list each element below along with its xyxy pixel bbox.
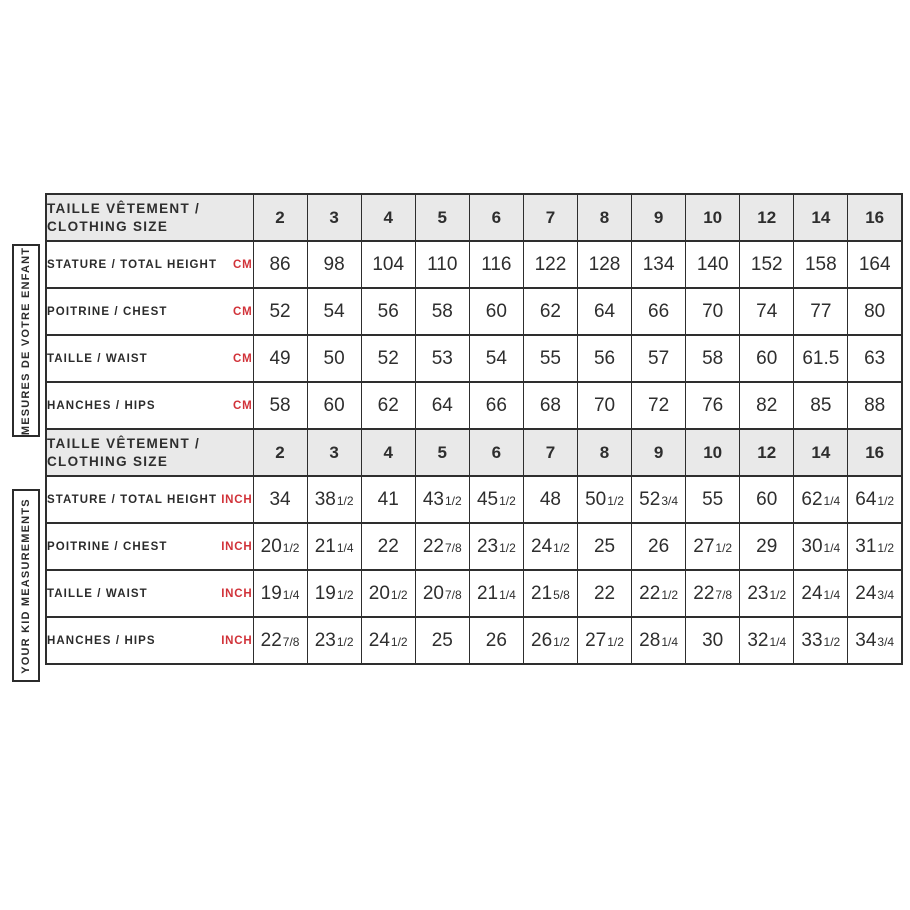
- size-header-cell: 14: [794, 194, 848, 241]
- measurement-value-cell: 231/2: [740, 570, 794, 617]
- measurement-label-cell: [46, 241, 253, 288]
- size-header-row-cm: [46, 194, 902, 241]
- measurement-label-cell: [46, 476, 253, 523]
- fraction-part: 1/2: [769, 587, 787, 602]
- measurement-label: STATURE / TOTAL HEIGHT: [47, 493, 218, 506]
- measurement-value-cell: 88: [848, 382, 902, 429]
- fraction-part: 1/4: [823, 540, 841, 555]
- measurement-value-cell: 56: [361, 288, 415, 335]
- measurement-value-cell: 116: [469, 241, 523, 288]
- measurement-value-cell: 63: [848, 335, 902, 382]
- measurement-value-cell: 54: [307, 288, 361, 335]
- measurement-value-cell: 53: [415, 335, 469, 382]
- fraction-part: 3/4: [661, 493, 678, 508]
- measurement-value-cell: 201/2: [253, 523, 307, 570]
- fraction-part: 1/2: [336, 634, 354, 649]
- measurement-value-cell: 60: [307, 382, 361, 429]
- measurement-value-cell: 221/2: [632, 570, 686, 617]
- measurement-value-cell: 77: [794, 288, 848, 335]
- unit-label: CM: [233, 352, 253, 365]
- measurement-value-cell: 241/2: [361, 617, 415, 664]
- measurement-value-cell: 641/2: [848, 476, 902, 523]
- size-header-cell: 12: [740, 429, 794, 476]
- measurement-value-cell: 55: [523, 335, 577, 382]
- measurement-value-cell: 68: [523, 382, 577, 429]
- measurement-value-cell: 523/4: [632, 476, 686, 523]
- measurement-value-cell: 122: [523, 241, 577, 288]
- measurement-value-cell: 57: [632, 335, 686, 382]
- measurement-value-cell: 431/2: [415, 476, 469, 523]
- measurement-value-cell: 86: [253, 241, 307, 288]
- measurement-label-cell: [46, 570, 253, 617]
- size-header-cell: 8: [577, 194, 631, 241]
- fraction-part: 1/4: [282, 587, 300, 602]
- measurement-value-cell: 64: [577, 288, 631, 335]
- fraction-part: 7/8: [282, 634, 300, 649]
- measurement-value-cell: 215/8: [523, 570, 577, 617]
- size-header-cell: 7: [523, 429, 577, 476]
- fraction-part: 1/4: [823, 493, 841, 508]
- size-header-title: [46, 194, 253, 241]
- measurement-value-cell: 621/4: [794, 476, 848, 523]
- fraction-part: 1/2: [336, 493, 354, 508]
- measurement-value-cell: 49: [253, 335, 307, 382]
- size-header-cell: 16: [848, 194, 902, 241]
- measurement-value-cell: 311/2: [848, 523, 902, 570]
- measurement-value-cell: 72: [632, 382, 686, 429]
- measurement-value-cell: 58: [686, 335, 740, 382]
- measurement-label: TAILLE / WAIST: [47, 352, 148, 365]
- measurement-value-cell: 211/4: [469, 570, 523, 617]
- fraction-part: 1/2: [390, 587, 408, 602]
- measurement-value-cell: 152: [740, 241, 794, 288]
- measurement-value-cell: 501/2: [577, 476, 631, 523]
- measurement-row-cm: [46, 241, 902, 288]
- measurement-value-cell: 29: [740, 523, 794, 570]
- size-header-cell: 4: [361, 194, 415, 241]
- measurement-value-cell: 48: [523, 476, 577, 523]
- size-header-title-line2: CLOTHING SIZE: [47, 218, 169, 234]
- measurement-label: POITRINE / CHEST: [47, 305, 168, 318]
- measurement-value-cell: 231/2: [307, 617, 361, 664]
- size-header-cell: 14: [794, 429, 848, 476]
- side-label-inch-section: [12, 489, 40, 682]
- fraction-part: 5/8: [553, 587, 570, 602]
- measurement-value-cell: 26: [469, 617, 523, 664]
- size-header-cell: 9: [632, 429, 686, 476]
- measurement-value-cell: 26: [632, 523, 686, 570]
- measurement-value-cell: 22: [361, 523, 415, 570]
- unit-label: CM: [233, 305, 253, 318]
- measurement-value-cell: 56: [577, 335, 631, 382]
- measurement-value-cell: 52: [253, 288, 307, 335]
- size-header-row-inch: [46, 429, 902, 476]
- measurement-value-cell: 271/2: [686, 523, 740, 570]
- measurement-value-cell: 207/8: [415, 570, 469, 617]
- unit-label: INCH: [221, 540, 253, 553]
- size-header-cell: 9: [632, 194, 686, 241]
- measurement-value-cell: 331/2: [794, 617, 848, 664]
- size-header-title-line1: TAILLE VÊTEMENT /: [47, 200, 201, 216]
- fraction-part: 1/2: [553, 540, 570, 555]
- fraction-part: 3/4: [877, 634, 895, 649]
- fraction-part: 7/8: [445, 587, 462, 602]
- side-label-inch-text: YOUR KID MEASUREMENTS: [20, 497, 33, 674]
- size-header-title-line1: TAILLE VÊTEMENT /: [47, 435, 201, 451]
- measurement-value-cell: 164: [848, 241, 902, 288]
- measurement-value-cell: 140: [686, 241, 740, 288]
- measurement-value-cell: 50: [307, 335, 361, 382]
- measurement-row-inch: [46, 617, 902, 664]
- measurement-value-cell: 227/8: [253, 617, 307, 664]
- size-header-cell: 5: [415, 194, 469, 241]
- measurement-value-cell: 70: [577, 382, 631, 429]
- fraction-part: 1/2: [607, 634, 624, 649]
- measurement-row-cm: [46, 335, 902, 382]
- measurement-value-cell: 58: [415, 288, 469, 335]
- side-label-cm-text: MESURES DE VOTRE ENFANT: [20, 246, 32, 435]
- measurement-value-cell: 343/4: [848, 617, 902, 664]
- measurement-value-cell: 25: [577, 523, 631, 570]
- fraction-part: 1/4: [336, 540, 354, 555]
- measurement-value-cell: 85: [794, 382, 848, 429]
- measurement-value-cell: 128: [577, 241, 631, 288]
- fraction-part: 1/2: [661, 587, 678, 602]
- unit-label: CM: [233, 258, 253, 271]
- measurement-value-cell: 301/4: [794, 523, 848, 570]
- measurement-value-cell: 64: [415, 382, 469, 429]
- size-header-cell: 6: [469, 194, 523, 241]
- measurement-label-cell: [46, 335, 253, 382]
- measurement-value-cell: 243/4: [848, 570, 902, 617]
- size-header-cell: 10: [686, 429, 740, 476]
- unit-label: INCH: [221, 493, 253, 506]
- size-header-cell: 3: [307, 194, 361, 241]
- measurement-label: POITRINE / CHEST: [47, 540, 168, 553]
- fraction-part: 1/2: [499, 540, 516, 555]
- measurement-value-cell: 80: [848, 288, 902, 335]
- measurement-value-cell: 191/4: [253, 570, 307, 617]
- size-header-cell: 8: [577, 429, 631, 476]
- measurement-value-cell: 70: [686, 288, 740, 335]
- fraction-part: 1/2: [499, 493, 516, 508]
- measurement-value-cell: 271/2: [577, 617, 631, 664]
- measurement-value-cell: 30: [686, 617, 740, 664]
- measurement-value-cell: 241/2: [523, 523, 577, 570]
- measurement-label-cell: [46, 523, 253, 570]
- measurement-value-cell: 41: [361, 476, 415, 523]
- measurement-value-cell: 62: [361, 382, 415, 429]
- measurement-row-inch: [46, 523, 902, 570]
- fraction-part: 1/2: [336, 587, 354, 602]
- fraction-part: 7/8: [445, 540, 462, 555]
- size-header-cell: 5: [415, 429, 469, 476]
- measurement-value-cell: 66: [469, 382, 523, 429]
- measurement-value-cell: 55: [686, 476, 740, 523]
- size-header-cell: 4: [361, 429, 415, 476]
- measurement-value-cell: 52: [361, 335, 415, 382]
- measurement-value-cell: 62: [523, 288, 577, 335]
- measurement-value-cell: 381/2: [307, 476, 361, 523]
- measurement-row-cm: [46, 288, 902, 335]
- measurement-value-cell: 211/4: [307, 523, 361, 570]
- fraction-part: 1/2: [823, 634, 841, 649]
- size-header-cell: 16: [848, 429, 902, 476]
- measurement-row-inch: [46, 570, 902, 617]
- size-header-cell: 2: [253, 429, 307, 476]
- measurement-value-cell: 201/2: [361, 570, 415, 617]
- fraction-part: 1/2: [445, 493, 462, 508]
- measurement-label: HANCHES / HIPS: [47, 634, 156, 647]
- fraction-part: 1/2: [282, 540, 300, 555]
- size-header-title-line2: CLOTHING SIZE: [47, 453, 169, 469]
- fraction-part: 1/2: [390, 634, 408, 649]
- measurement-value-cell: 22: [577, 570, 631, 617]
- size-header-cell: 7: [523, 194, 577, 241]
- unit-label: CM: [233, 399, 253, 412]
- measurement-value-cell: 191/2: [307, 570, 361, 617]
- measurement-value-cell: 60: [469, 288, 523, 335]
- measurement-value-cell: 60: [740, 335, 794, 382]
- measurement-label-cell: [46, 382, 253, 429]
- measurement-value-cell: 158: [794, 241, 848, 288]
- fraction-part: 1/2: [877, 493, 895, 508]
- size-header-cell: 2: [253, 194, 307, 241]
- measurement-value-cell: 110: [415, 241, 469, 288]
- fraction-part: 1/2: [607, 493, 624, 508]
- measurement-value-cell: 451/2: [469, 476, 523, 523]
- measurement-row-cm: [46, 382, 902, 429]
- unit-label: INCH: [221, 634, 253, 647]
- size-header-title: [46, 429, 253, 476]
- side-label-cm-section: [12, 244, 40, 437]
- measurement-label-cell: [46, 288, 253, 335]
- measurement-value-cell: 227/8: [686, 570, 740, 617]
- measurement-label: STATURE / TOTAL HEIGHT: [47, 258, 218, 271]
- size-chart-table: [45, 193, 903, 665]
- size-header-cell: 12: [740, 194, 794, 241]
- size-header-cell: 6: [469, 429, 523, 476]
- fraction-part: 1/4: [661, 634, 678, 649]
- fraction-part: 1/2: [877, 540, 895, 555]
- fraction-part: 7/8: [715, 587, 733, 602]
- fraction-part: 1/4: [499, 587, 516, 602]
- measurement-value-cell: 98: [307, 241, 361, 288]
- measurement-value-cell: 321/4: [740, 617, 794, 664]
- measurement-label: TAILLE / WAIST: [47, 587, 148, 600]
- fraction-part: 1/2: [553, 634, 570, 649]
- measurement-value-cell: 261/2: [523, 617, 577, 664]
- measurement-value-cell: 66: [632, 288, 686, 335]
- fraction-part: 3/4: [877, 587, 895, 602]
- measurement-value-cell: 231/2: [469, 523, 523, 570]
- measurement-value-cell: 134: [632, 241, 686, 288]
- unit-label: INCH: [221, 587, 253, 600]
- measurement-value-cell: 74: [740, 288, 794, 335]
- fraction-part: 1/4: [769, 634, 787, 649]
- measurement-value-cell: 61.5: [794, 335, 848, 382]
- measurement-value-cell: 104: [361, 241, 415, 288]
- measurement-value-cell: 34: [253, 476, 307, 523]
- measurement-value-cell: 58: [253, 382, 307, 429]
- measurement-value-cell: 25: [415, 617, 469, 664]
- measurement-value-cell: 60: [740, 476, 794, 523]
- measurement-label: HANCHES / HIPS: [47, 399, 156, 412]
- size-header-cell: 10: [686, 194, 740, 241]
- measurement-value-cell: 241/4: [794, 570, 848, 617]
- fraction-part: 1/4: [823, 587, 841, 602]
- measurement-value-cell: 54: [469, 335, 523, 382]
- measurement-value-cell: 76: [686, 382, 740, 429]
- measurement-label-cell: [46, 617, 253, 664]
- size-header-cell: 3: [307, 429, 361, 476]
- measurement-value-cell: 82: [740, 382, 794, 429]
- measurement-row-inch: [46, 476, 902, 523]
- measurement-value-cell: 227/8: [415, 523, 469, 570]
- measurement-value-cell: 281/4: [632, 617, 686, 664]
- fraction-part: 1/2: [715, 540, 733, 555]
